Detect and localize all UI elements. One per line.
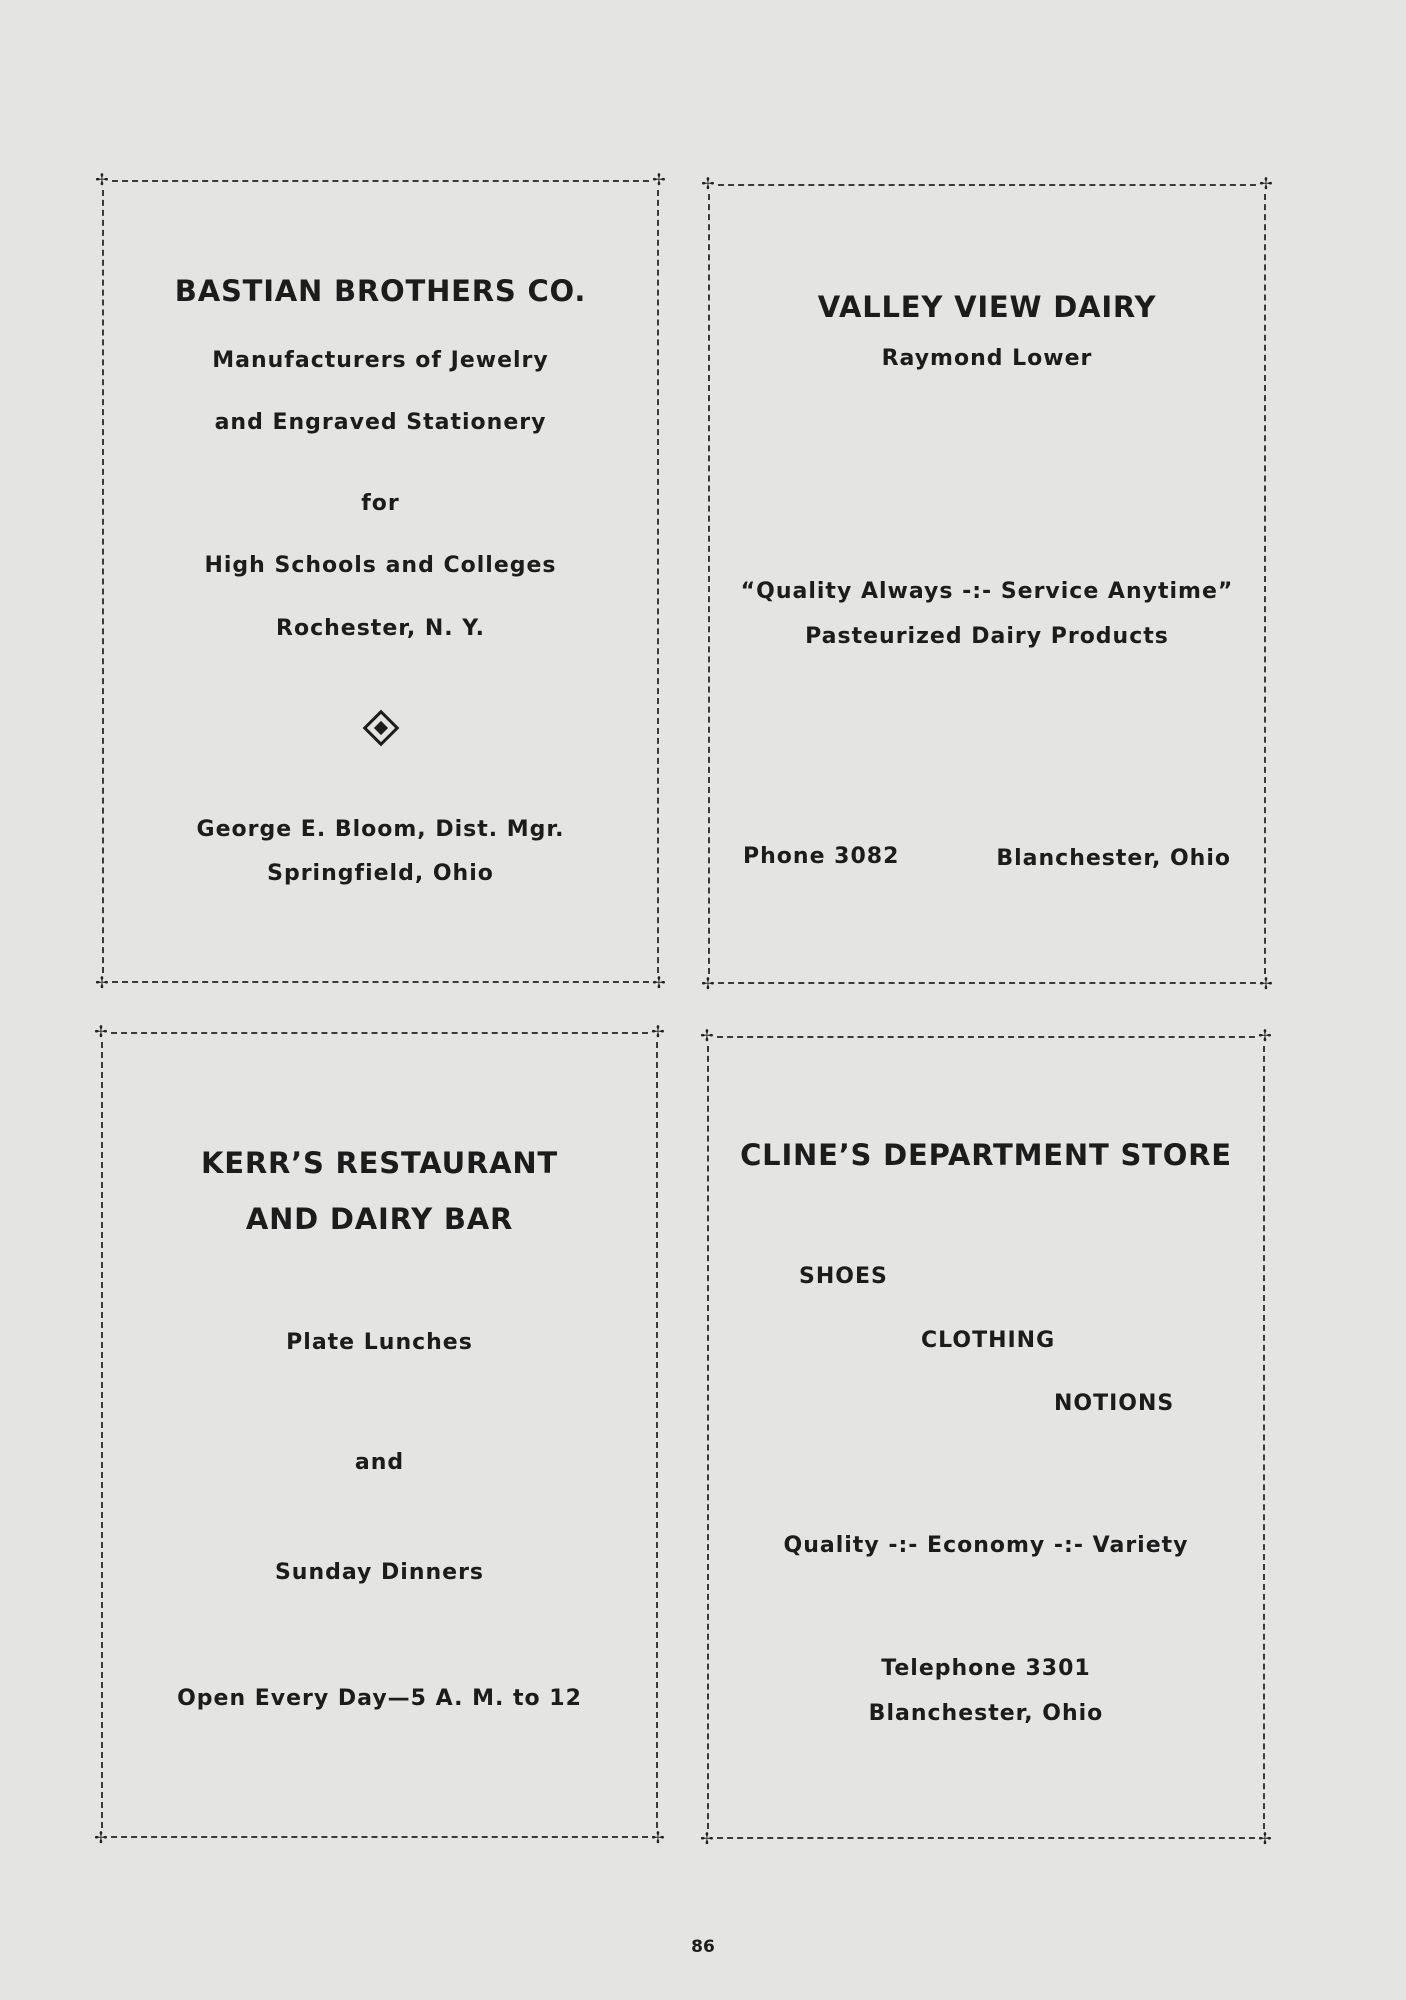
- corner-ornament-icon: ✢: [652, 973, 666, 992]
- ad-text: Pasteurized Dairy Products: [805, 624, 1169, 649]
- ad-title: KERR’S RESTAURANT: [200, 1146, 559, 1180]
- ad-bastian-brothers: [95, 170, 666, 992]
- corner-ornament-icon: ✢: [1258, 1026, 1272, 1045]
- ad-text: SHOES: [799, 1264, 888, 1289]
- corner-ornament-icon: ✢: [651, 1828, 665, 1847]
- ad-clines-department-store: [700, 1026, 1272, 1848]
- page-number: 86: [691, 1937, 715, 1957]
- ad-text: Raymond Lower: [881, 346, 1093, 371]
- ad-title: BASTIAN BROTHERS CO.: [174, 274, 587, 308]
- ad-text: Manufacturers of Jewelry: [212, 348, 549, 373]
- ad-text: Sunday Dinners: [274, 1560, 485, 1585]
- corner-ornament-icon: ✢: [700, 1829, 714, 1848]
- corner-ornament-icon: ✢: [1259, 974, 1273, 993]
- ad-text: George E. Bloom, Dist. Mgr.: [196, 817, 565, 842]
- corner-ornament-icon: ✢: [94, 1828, 108, 1847]
- ad-text: Springfield, Ohio: [267, 861, 494, 886]
- location-text: Blanchester, Ohio: [868, 1701, 1104, 1726]
- ad-text: “Quality Always -:- Service Anytime”: [740, 579, 1234, 604]
- corner-ornament-icon: ✢: [652, 170, 666, 189]
- ad-text: and Engraved Stationery: [214, 410, 547, 435]
- corner-ornament-icon: ✢: [701, 974, 715, 993]
- hours-text: Open Every Day—5 A. M. to 12: [177, 1686, 582, 1711]
- corner-ornament-icon: ✢: [651, 1022, 665, 1041]
- ad-text: High Schools and Colleges: [204, 553, 557, 578]
- corner-ornament-icon: ✢: [95, 170, 109, 189]
- ad-text: Rochester, N. Y.: [276, 616, 485, 641]
- ad-kerrs-restaurant: [94, 1022, 665, 1847]
- ad-title: AND DAIRY BAR: [245, 1202, 514, 1236]
- ad-text: Plate Lunches: [286, 1330, 473, 1355]
- ad-text: Quality -:- Economy -:- Variety: [783, 1533, 1189, 1558]
- location-text: Blanchester, Ohio: [996, 846, 1231, 871]
- ad-valley-view-dairy: [701, 174, 1273, 993]
- ad-text: for: [361, 491, 400, 516]
- ad-text: CLOTHING: [921, 1328, 1056, 1353]
- ad-title: VALLEY VIEW DAIRY: [817, 290, 1157, 324]
- ad-text: NOTIONS: [1054, 1391, 1175, 1416]
- phone-text: Phone 3082: [743, 844, 900, 869]
- corner-ornament-icon: ✢: [1259, 174, 1273, 193]
- diamond-icon: [362, 710, 399, 747]
- ad-title: CLINE’S DEPARTMENT STORE: [740, 1138, 1232, 1172]
- corner-ornament-icon: ✢: [94, 1022, 108, 1041]
- ad-text: Telephone 3301: [881, 1656, 1091, 1681]
- corner-ornament-icon: ✢: [700, 1026, 714, 1045]
- ad-text: and: [354, 1450, 405, 1475]
- corner-ornament-icon: ✢: [95, 973, 109, 992]
- corner-ornament-icon: ✢: [1258, 1829, 1272, 1848]
- corner-ornament-icon: ✢: [701, 174, 715, 193]
